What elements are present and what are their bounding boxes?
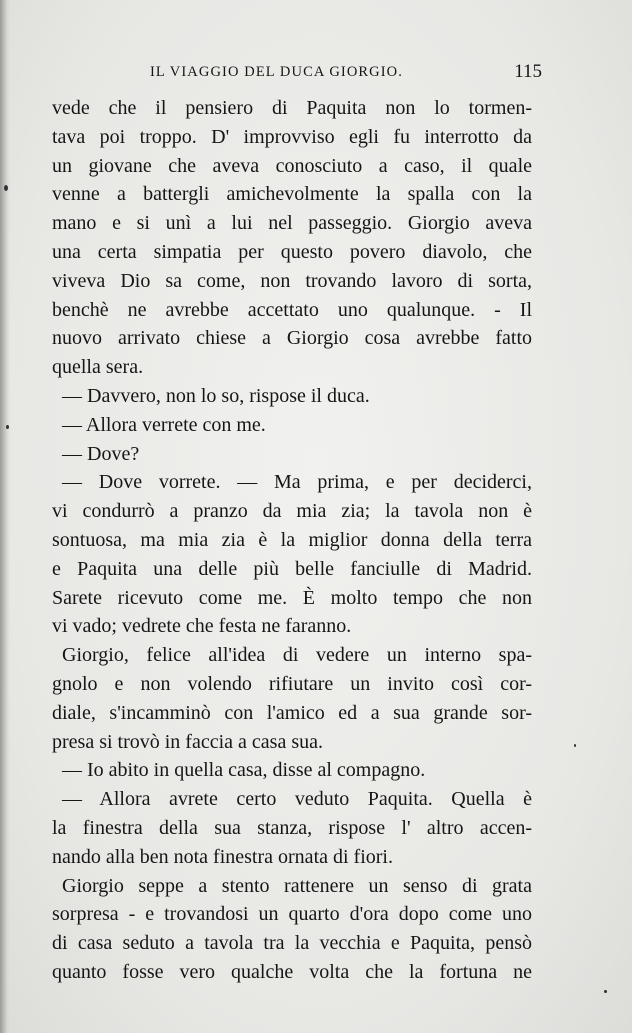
body-text (52, 94, 532, 987)
text-line: una certa simpatia per questo povero diavolo, che (52, 240, 532, 263)
text-line: — Io abito in quella casa, disse al compagno. (62, 759, 426, 782)
page-header (150, 61, 542, 88)
text-line: vi condurrò a pranzo da mia zia; la tavola non è (52, 500, 532, 523)
text-line: sontuosa, ma mia zia è la miglior donna della terra (52, 528, 532, 551)
paper-speck (4, 185, 8, 191)
page-number: 115 (514, 61, 542, 82)
text-line: — Allora avrete certo veduto Paquita. Quella è (62, 788, 532, 811)
text-line: diale, s'incamminò con l'amico ed a sua grande sor- (52, 701, 532, 724)
text-line: un giovane che aveva conosciuto a caso, il quale (52, 154, 532, 177)
paper-speck (604, 990, 607, 993)
text-line: mano e si unì a lui nel passeggio. Giorgio aveva (52, 212, 532, 235)
text-line: sorpresa - e trovandosi un quarto d'ora dopo come uno (52, 903, 532, 926)
text-line: presa si trovò in faccia a casa sua. (52, 730, 323, 753)
text-line: Sarete ricevuto come me. È molto tempo che non (52, 586, 532, 609)
text-line: benchè ne avrebbe accettato uno qualunque. - Il (52, 298, 532, 321)
text-line: — Davvero, non lo so, rispose il duca. (62, 384, 370, 407)
text-line: — Dove vorrete. — Ma prima, e per deciderci, (62, 471, 532, 494)
text-line: vede che il pensiero di Paquita non lo tormen- (52, 97, 532, 119)
text-line: quanto fosse vero qualche volta che la fortuna ne (52, 960, 532, 983)
text-line: vi vado; vedrete che festa ne faranno. (52, 615, 352, 638)
text-line: di casa seduto a tavola tra la vecchia e Paquita, pensò (52, 932, 532, 955)
text-line: Giorgio seppe a stento rattenere un senso di grata (62, 874, 532, 897)
running-title: IL VIAGGIO DEL DUCA GIORGIO. (150, 64, 403, 80)
text-line: — Allora verrete con me. (62, 413, 266, 436)
page-spine-shadow (0, 0, 10, 1033)
text-line: e Paquita una delle più belle fanciulle di Madrid. (52, 557, 532, 580)
text-line: Giorgio, felice all'idea di vedere un interno spa- (62, 644, 532, 667)
text-line: venne a battergli amichevolmente la spalla con la (52, 183, 532, 206)
text-line: nuovo arrivato chiese a Giorgio cosa avrebbe fatto (52, 327, 532, 350)
text-line: nando alla ben nota finestra ornata di fiori. (52, 845, 393, 868)
paper-speck (6, 425, 9, 429)
text-line: la finestra della sua stanza, rispose l' altro accen- (52, 816, 532, 839)
text-line: — Dove? (62, 442, 140, 465)
text-line: quella sera. (52, 356, 144, 379)
text-line: gnolo e non volendo rifiutare un invito così cor- (52, 672, 532, 695)
text-line: tava poi troppo. D' improvviso egli fu interrotto da (52, 125, 532, 148)
text-line: viveva Dio sa come, non trovando lavoro di sorta, (52, 269, 532, 292)
paper-speck (574, 744, 576, 747)
